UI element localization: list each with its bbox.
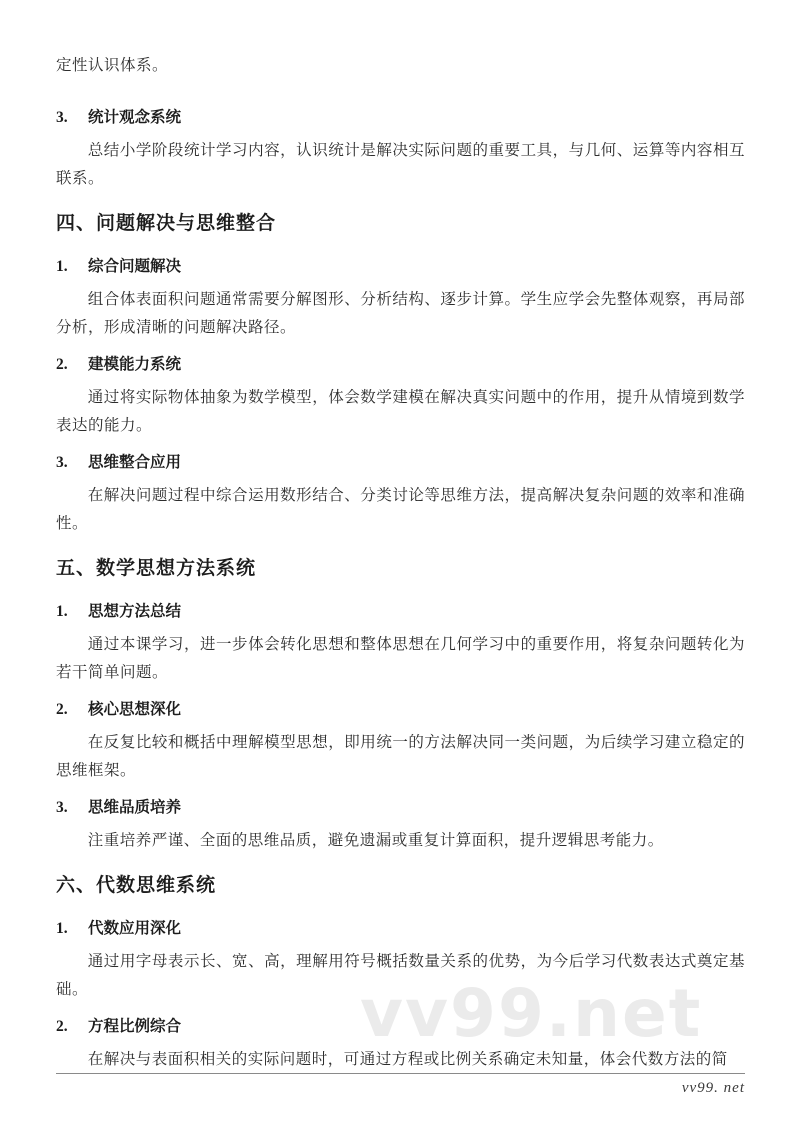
item-number: 1. bbox=[56, 920, 68, 937]
paragraph: 注重培养严谨、全面的思维品质，避免遗漏或重复计算面积，提升逻辑思考能力。 bbox=[87, 832, 664, 849]
paragraph: 在解决与表面积相关的实际问题时，可通过方程或比例关系确定未知量，体会代数方法的简 bbox=[87, 1051, 728, 1068]
paragraph: 组合体表面积问题通常需要分解图形、分析结构、逐步计算。学生应学会先整体观察，再局部分析，形成清晰的问题解决路径。 bbox=[56, 291, 745, 336]
paragraph: 在解决问题过程中综合运用数形结合、分类讨论等思维方法，提高解决复杂问题的效率和准确性。 bbox=[56, 487, 745, 532]
item-heading bbox=[56, 794, 745, 822]
item-title: 方程比例综合 bbox=[88, 1018, 182, 1035]
document-content bbox=[56, 52, 745, 1074]
item-number: 3. bbox=[56, 109, 68, 126]
item-heading bbox=[56, 449, 745, 477]
section-heading: 五、数学思想方法系统 bbox=[56, 558, 257, 579]
item-title: 代数应用深化 bbox=[88, 920, 182, 937]
paragraph: 通过用字母表示长、宽、高，理解用符号概括数量关系的优势，为今后学习代数表达式奠定基础。 bbox=[56, 953, 745, 998]
item-heading bbox=[56, 1013, 745, 1041]
item-heading bbox=[56, 253, 745, 281]
item-number: 1. bbox=[56, 258, 68, 275]
item-heading bbox=[56, 696, 745, 724]
footer-divider bbox=[56, 1073, 745, 1074]
paragraph: 通过本课学习，进一步体会转化思想和整体思想在几何学习中的重要作用，将复杂问题转化为若干简单问题。 bbox=[56, 636, 745, 681]
section-heading: 四、问题解决与思维整合 bbox=[56, 213, 277, 234]
item-title: 核心思想深化 bbox=[88, 701, 182, 718]
item-heading bbox=[56, 598, 745, 626]
item-title: 思想方法总结 bbox=[88, 603, 182, 620]
item-heading bbox=[56, 915, 745, 943]
continuation-paragraph: 定性认识体系。 bbox=[56, 57, 169, 74]
section-heading: 六、代数思维系统 bbox=[56, 875, 217, 896]
item-heading bbox=[56, 351, 745, 379]
footer-site-label: vv99. net bbox=[681, 1080, 745, 1096]
item-number: 2. bbox=[56, 356, 68, 373]
paragraph: 在反复比较和概括中理解模型思想，即用统一的方法解决同一类问题，为后续学习建立稳定的思维框架。 bbox=[56, 734, 745, 779]
item-title: 统计观念系统 bbox=[88, 109, 182, 126]
paragraph: 通过将实际物体抽象为数学模型，体会数学建模在解决真实问题中的作用，提升从情境到数学表达的能力。 bbox=[56, 389, 745, 434]
item-title: 思维整合应用 bbox=[88, 454, 182, 471]
item-number: 1. bbox=[56, 603, 68, 620]
item-number: 3. bbox=[56, 454, 68, 471]
item-number: 2. bbox=[56, 701, 68, 718]
item-number: 2. bbox=[56, 1018, 68, 1035]
watermark: vv99.net bbox=[360, 975, 703, 1052]
item-title: 建模能力系统 bbox=[88, 356, 182, 373]
item-heading bbox=[56, 104, 745, 132]
paragraph: 总结小学阶段统计学习内容，认识统计是解决实际问题的重要工具，与几何、运算等内容相互联系。 bbox=[56, 142, 745, 187]
item-title: 思维品质培养 bbox=[88, 799, 182, 816]
item-title: 综合问题解决 bbox=[88, 258, 182, 275]
item-number: 3. bbox=[56, 799, 68, 816]
page-footer bbox=[56, 1073, 745, 1097]
